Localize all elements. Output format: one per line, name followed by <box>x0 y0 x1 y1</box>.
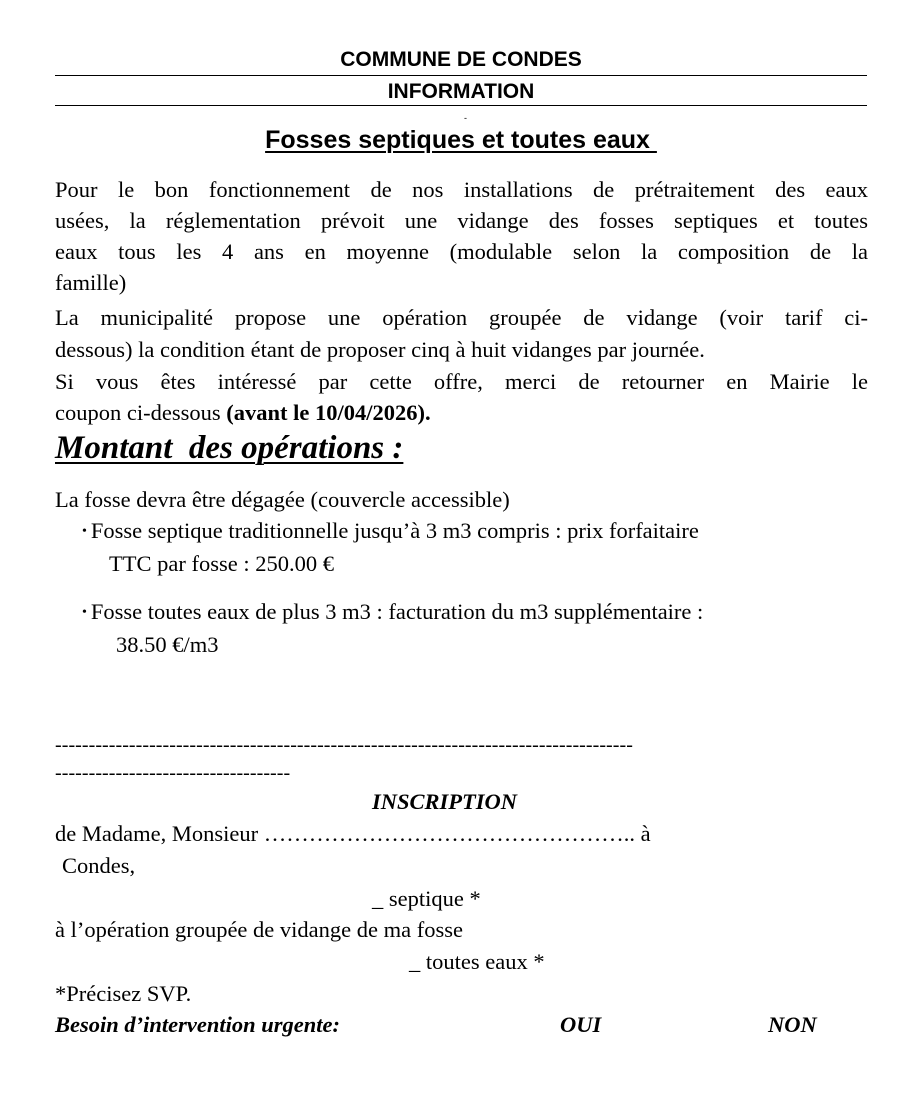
operation-text: à l’opération groupée de vidange de ma fosse <box>55 917 463 942</box>
intro-line: Pour le bon fonctionnement de nos installations de prétraitement des eaux <box>55 177 868 202</box>
document-title <box>55 124 867 156</box>
price-item-value: 38.50 €/m3 <box>116 632 219 657</box>
price-item-value: TTC par fosse : 250.00 € <box>109 551 334 576</box>
price-item-text: Fosse toutes eaux de plus 3 m3 : facturation du m3 supplémentaire : <box>90 599 704 624</box>
option-septique[interactable]: _ septique * <box>372 886 481 911</box>
header-rule-bottom <box>55 105 867 106</box>
intro-line: La municipalité propose une opération groupée de vidange (voir tarif ci- <box>55 305 868 330</box>
price-item-text: Fosse septique traditionnelle jusqu’à 3 m3 compris : prix forfaitaire <box>90 518 699 543</box>
cut-line: ----------------------------------- <box>55 762 291 784</box>
inscription-heading: INSCRIPTION <box>372 789 518 814</box>
deadline-date: (avant le 10/04/2026). <box>226 400 431 425</box>
option-toutes-eaux[interactable]: _ toutes eaux * <box>409 949 545 974</box>
intro-deadline-line <box>55 397 868 428</box>
price-item-toutes-eaux <box>82 596 895 628</box>
urgent-yes-option[interactable]: OUI <box>560 1012 602 1037</box>
urgent-label: Besoin d’intervention urgente: <box>55 1012 341 1037</box>
montant-heading: Montant des opérations : <box>55 430 404 466</box>
small-mark: - <box>464 113 467 123</box>
intro-line: usées, la réglementation prévoit une vidange des fosses septiques et toutes <box>55 208 868 233</box>
information-heading: INFORMATION <box>387 80 535 103</box>
precision-note: *Précisez SVP. <box>55 981 192 1006</box>
cut-line: -------------------------------------------------------------------------------------- <box>55 734 633 756</box>
commune-heading: COMMUNE DE CONDES <box>340 48 582 71</box>
bullet-icon: • <box>82 524 87 539</box>
intro-line: Si vous êtes intéressé par cette offre, merci de retourner en Mairie le <box>55 369 868 394</box>
intro-line: famille) <box>55 270 127 295</box>
deadline-text: coupon ci-dessous <box>55 400 227 425</box>
intro-line: dessous) la condition étant de proposer cinq à huit vidanges par journée. <box>55 337 705 362</box>
price-item-septique <box>82 515 895 547</box>
header-rule-top <box>55 75 867 76</box>
name-field-line[interactable]: de Madame, Monsieur ………………………………………….. à <box>55 821 651 846</box>
document-title-text: Fosses septiques et toutes eaux <box>265 126 657 154</box>
condition-text: La fosse devra être dégagée (couvercle accessible) <box>55 487 510 512</box>
city-text: Condes, <box>62 853 136 878</box>
intro-line: eaux tous les 4 ans en moyenne (modulable selon la composition de la <box>55 239 868 264</box>
bullet-icon: • <box>82 605 87 620</box>
urgent-no-option[interactable]: NON <box>768 1012 817 1037</box>
